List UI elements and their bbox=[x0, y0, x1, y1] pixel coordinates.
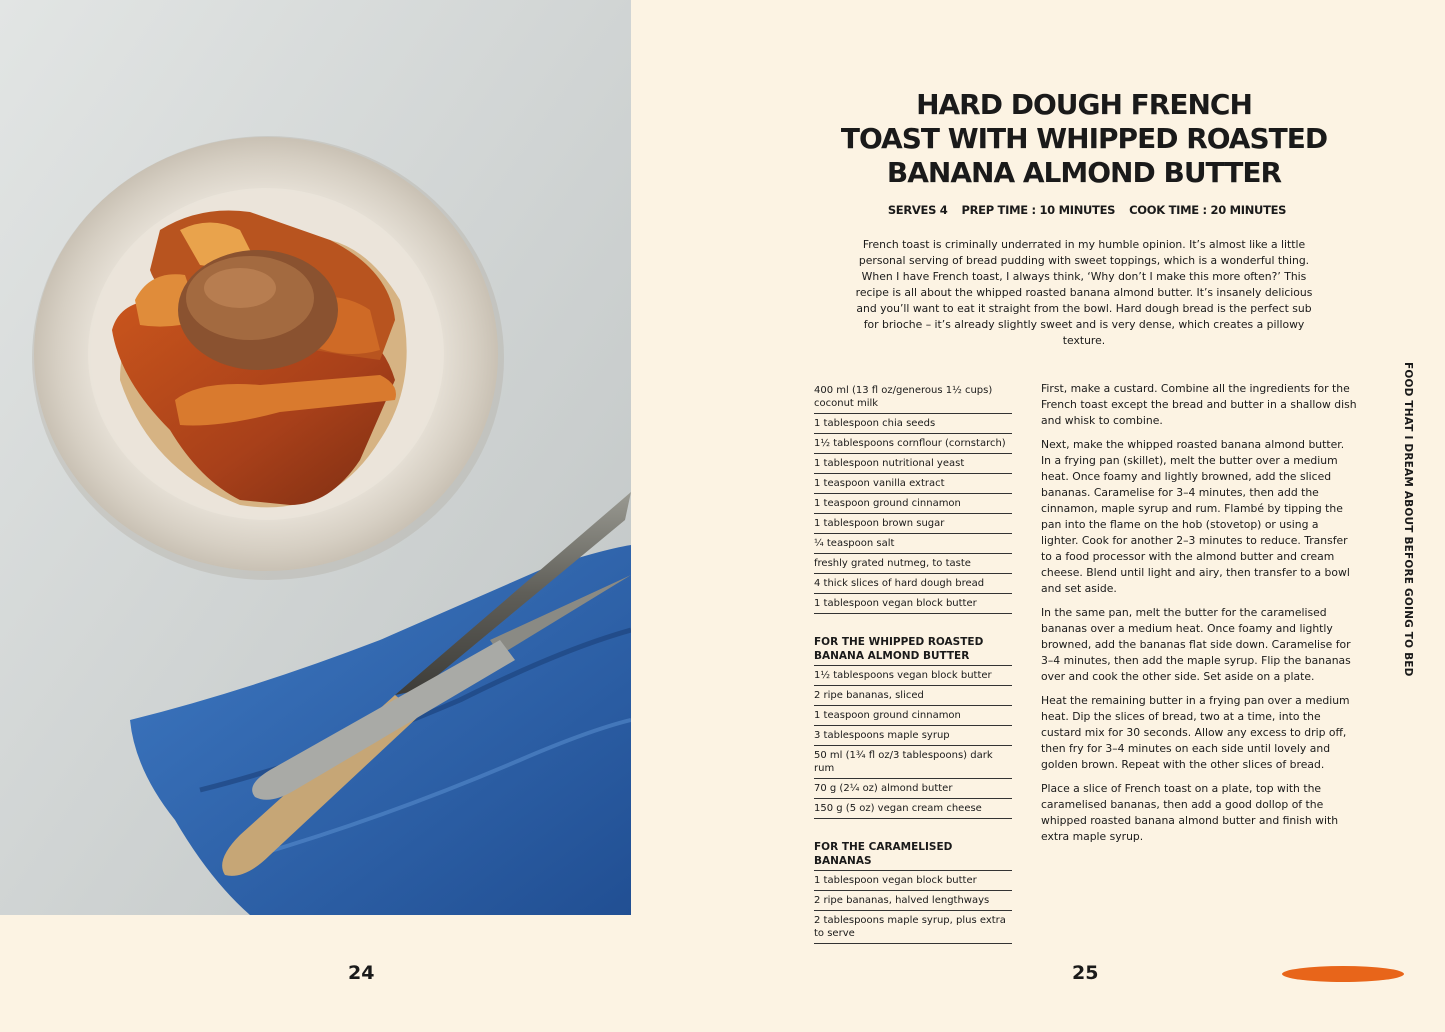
method-step: Place a slice of French toast on a plate, top with the caramelised bananas, then add a good dollop of the whipped roasted banana almond butter and finish with extra maple syrup. bbox=[1041, 782, 1339, 843]
method-step: Heat the remaining butter in a frying pan over a medium heat. Dip the slices of bread, two at a time, into the custard mix for 30 seconds. Allow any excess to drip off, then fry for 3–4 minutes on each side until lovely and golden brown. Repeat with the other slices of bread. bbox=[1041, 694, 1350, 771]
page-number-left: 24 bbox=[348, 962, 375, 984]
ingredient-item: 1½ tablespoons cornflour (cornstarch) bbox=[814, 434, 1012, 454]
serves-label: SERVES 4 bbox=[887, 203, 948, 217]
french-toast-photo bbox=[0, 0, 631, 915]
ingredient-item: 1½ tablespoons vegan block butter bbox=[814, 665, 1012, 686]
ingredient-item: 1 teaspoon ground cinnamon bbox=[814, 706, 1012, 726]
ingredient-item: 400 ml (13 fl oz/generous 1½ cups) coconut milk bbox=[814, 381, 1012, 414]
recipe-title-line: BANANA ALMOND BUTTER bbox=[886, 156, 1282, 189]
ingredient-item: 150 g (5 oz) vegan cream cheese bbox=[814, 799, 1012, 819]
ingredient-item: 1 tablespoon chia seeds bbox=[814, 414, 1012, 434]
ingredient-item: 2 ripe bananas, sliced bbox=[814, 686, 1012, 706]
right-page bbox=[632, 0, 1445, 1032]
recipe-meta bbox=[852, 203, 1322, 217]
method-step: In the same pan, melt the butter for the caramelised bananas over a medium heat. Once foamy and lightly browned, add the bananas flat side down. Caramelise for 3–4 minutes, then add the maple syrup. Flip the bananas over and cook the other side. Set aside on a plate. bbox=[1041, 606, 1351, 683]
ingredient-item: 4 thick slices of hard dough bread bbox=[814, 574, 1012, 594]
recipe-title-line: HARD DOUGH FRENCH bbox=[916, 88, 1252, 121]
left-page bbox=[0, 0, 632, 1032]
chapter-side-label-text: FOOD THAT I DREAM ABOUT BEFORE GOING TO BED bbox=[1402, 362, 1414, 677]
ingredient-item: 70 g (2¼ oz) almond butter bbox=[814, 779, 1012, 799]
ingredient-item: 1 tablespoon nutritional yeast bbox=[814, 454, 1012, 474]
ingredient-item: 1 teaspoon vanilla extract bbox=[814, 474, 1012, 494]
ingredient-item: 1 tablespoon vegan block butter bbox=[814, 870, 1012, 891]
method-step: Next, make the whipped roasted banana almond butter. In a frying pan (skillet), melt the butter over a medium heat. Once foamy and lightly browned, add the sliced bananas. Caramelise for 3–4 minutes, then add the cinnamon, maple syrup and rum. Flambé by tipping the pan into the flame on the hob (stovetop) or using a lighter. Cook for another 2–3 minutes to reduce. Transfer to a food processor with the almond butter and cream cheese. Blend until light and airy, then transfer to a bowl and set aside. bbox=[1041, 438, 1350, 595]
ingredient-item: ¼ teaspoon salt bbox=[814, 534, 1012, 554]
page-number-right: 25 bbox=[1072, 962, 1099, 984]
ingredient-item: 2 tablespoons maple syrup, plus extra to serve bbox=[814, 911, 1012, 944]
method-step: First, make a custard. Combine all the ingredients for the French toast except the bread and butter in a shallow dish and whisk to combine. bbox=[1041, 382, 1357, 427]
ingredient-item: 50 ml (1¾ fl oz/3 tablespoons) dark rum bbox=[814, 746, 1012, 779]
ingredient-item: freshly grated nutmeg, to taste bbox=[814, 554, 1012, 574]
ingredient-item: 1 tablespoon brown sugar bbox=[814, 514, 1012, 534]
ingredient-item: 1 teaspoon ground cinnamon bbox=[814, 494, 1012, 514]
food-photo-illustration bbox=[0, 0, 631, 915]
ingredient-item: 3 tablespoons maple syrup bbox=[814, 726, 1012, 746]
chapter-side-label bbox=[1398, 362, 1414, 677]
recipe-title bbox=[824, 88, 1344, 190]
ingredient-item: 1 tablespoon vegan block butter bbox=[814, 594, 1012, 614]
method-steps bbox=[1041, 381, 1357, 853]
recipe-intro: French toast is criminally underrated in my humble opinion. It’s almost like a little personal serving of bread pudding with sweet toppings, which is a wonderful thing. When I have French toast, I always think, ‘Why don’t I make this more often?’ This recipe is all about the whipped roasted banana almond butter. It’s insanely delicious and you’ll want to eat it straight from the bowl. Hard dough bread is the perfect sub for brioche – it’s already slightly sweet and is very dense, which creates a pillowy texture. bbox=[855, 238, 1313, 347]
ingredients-list bbox=[814, 381, 1012, 944]
cook-time-label: COOK TIME : 20 MINUTES bbox=[1129, 203, 1287, 217]
prep-time-label: PREP TIME : 10 MINUTES bbox=[961, 203, 1116, 217]
section-heading-caramelised: FOR THE CARAMELISED BANANAS bbox=[814, 841, 953, 867]
recipe-title-line: TOAST WITH WHIPPED ROASTED bbox=[840, 122, 1328, 155]
chapter-tab-marker bbox=[1282, 966, 1404, 982]
ingredient-item: 2 ripe bananas, halved lengthways bbox=[814, 891, 1012, 911]
section-heading-whipped: FOR THE WHIPPED ROASTED BANANA ALMOND BUTTER bbox=[814, 636, 984, 662]
